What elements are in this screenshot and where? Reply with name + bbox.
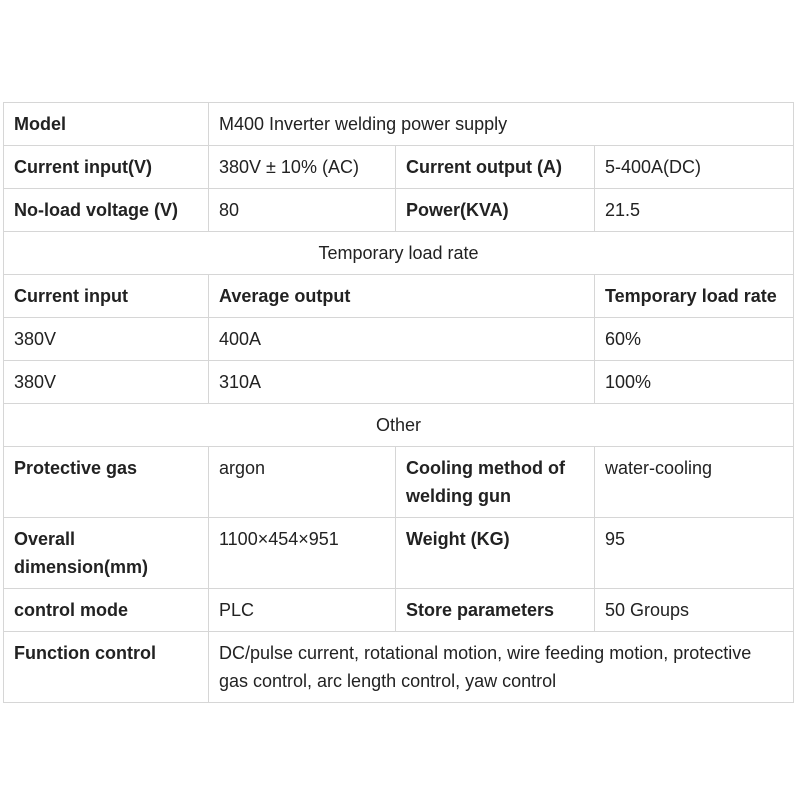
table-row	[4, 103, 794, 146]
spec-table	[3, 102, 794, 703]
table-row	[4, 146, 794, 189]
power-value: 21.5	[595, 189, 794, 232]
table-row	[4, 589, 794, 632]
table-row	[4, 318, 794, 361]
table-row	[4, 447, 794, 518]
load-rate-cell: 380V	[4, 361, 209, 404]
control-mode-label: control mode	[4, 589, 209, 632]
current-output-value: 5-400A(DC)	[595, 146, 794, 189]
load-rate-cell: 310A	[209, 361, 595, 404]
cooling-method-label: Cooling method of welding gun	[396, 447, 595, 518]
model-label: Model	[4, 103, 209, 146]
store-parameters-label: Store parameters	[396, 589, 595, 632]
table-row	[4, 361, 794, 404]
function-control-label: Function control	[4, 632, 209, 703]
function-control-value: DC/pulse current, rotational motion, wire feeding motion, protective gas control, arc length control, yaw control	[209, 632, 794, 703]
table-row	[4, 232, 794, 275]
table-row	[4, 189, 794, 232]
load-rate-cell: 100%	[595, 361, 794, 404]
current-input-label: Current input(V)	[4, 146, 209, 189]
table-row	[4, 404, 794, 447]
section-header-load-rate: Temporary load rate	[4, 232, 794, 275]
load-rate-cell: 60%	[595, 318, 794, 361]
protective-gas-value: argon	[209, 447, 396, 518]
current-input-value: 380V ± 10% (AC)	[209, 146, 396, 189]
no-load-voltage-value: 80	[209, 189, 396, 232]
cooling-method-value: water-cooling	[595, 447, 794, 518]
no-load-voltage-label: No-load voltage (V)	[4, 189, 209, 232]
current-output-label: Current output (A)	[396, 146, 595, 189]
table-row	[4, 518, 794, 589]
table-row	[4, 275, 794, 318]
control-mode-value: PLC	[209, 589, 396, 632]
section-header-other: Other	[4, 404, 794, 447]
column-header-current-input: Current input	[4, 275, 209, 318]
column-header-average-output: Average output	[209, 275, 595, 318]
load-rate-cell: 400A	[209, 318, 595, 361]
column-header-temporary-load-rate: Temporary load rate	[595, 275, 794, 318]
weight-value: 95	[595, 518, 794, 589]
table-row	[4, 632, 794, 703]
power-label: Power(KVA)	[396, 189, 595, 232]
model-value: M400 Inverter welding power supply	[209, 103, 794, 146]
store-parameters-value: 50 Groups	[595, 589, 794, 632]
overall-dimension-value: 1100×454×951	[209, 518, 396, 589]
load-rate-cell: 380V	[4, 318, 209, 361]
weight-label: Weight (KG)	[396, 518, 595, 589]
protective-gas-label: Protective gas	[4, 447, 209, 518]
overall-dimension-label: Overall dimension(mm)	[4, 518, 209, 589]
